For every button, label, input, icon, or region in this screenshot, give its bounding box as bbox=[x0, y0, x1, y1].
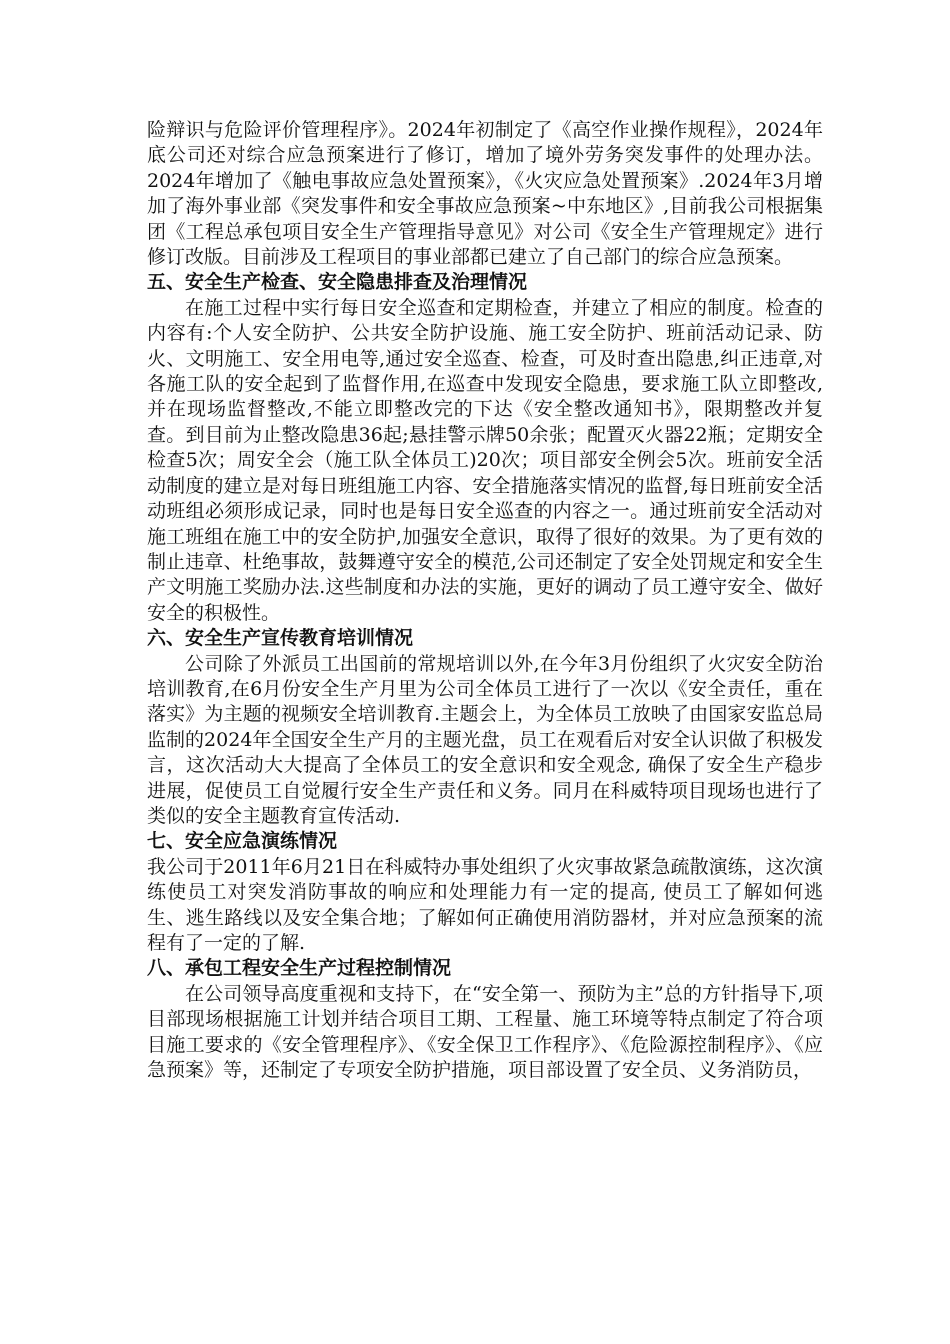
intro-paragraph: 险辩识与危险评价管理程序》。2024年初制定了《高空作业操作规程》，2024年底公司还对综合应急预案进行了修订，增加了境外劳务突发事件的处理办法。2024年增加了《触电事故应急处置预案》，《火灾应急处置预案》.2024年3月增加了海外事业部《突发事件和安全事故应急预案~中东地区》,目前我公司根据集团《工程总承包项目安全生产管理指导意见》对公司《安全生产管理规定》进行修订改版。目前涉及工程项目的事业部都已建立了自己部门的综合应急预案。 bbox=[147, 119, 823, 269]
document-page bbox=[147, 118, 823, 1083]
section-7-body: 我公司于2011年6月21日在科威特办事处组织了火灾事故紧急疏散演练，这次演练使员工对突发消防事故的响应和处理能力有一定的提高, 使员工了解如何逃生、逃生路线以及安全集合地；了解如何正确使用消防器材，并对应急预案的流程有了一定的了解. bbox=[147, 855, 823, 954]
section-6-heading: 六、安全生产宣传教育培训情况 bbox=[147, 627, 414, 650]
section-6-body: 公司除了外派员工出国前的常规培训以外,在今年3月份组织了火灾安全防治培训教育,在6月份安全生产月里为公司全体员工进行了一次以《安全责任，重在落实》为主题的视频安全培训教育.主题会上，为全体员工放映了由国家安监总局监制的2024年全国安全生产月的主题光盘，员工在观看后对安全认识做了积极发言，这次活动大大提高了全体员工的安全意识和安全观念, 确保了安全生产稳步进展，促使员工自觉履行安全生产责任和义务。同月在科威特项目现场也进行了类似的安全主题教育宣传活动. bbox=[147, 652, 823, 827]
section-8-heading: 八、承包工程安全生产过程控制情况 bbox=[147, 957, 452, 980]
section-5-body: 在施工过程中实行每日安全巡查和定期检查，并建立了相应的制度。检查的内容有:个人安全防护、公共安全防护设施、施工安全防护、班前活动记录、防火、文明施工、安全用电等,通过安全巡查、检查，可及时查出隐患,纠正违章,对各施工队的安全起到了监督作用,在巡查中发现安全隐患，要求施工队立即整改,并在现场监督整改,不能立即整改完的下达《安全整改通知书》，限期整改并复查。到目前为止整改隐患36起;悬挂警示牌50余张；配置灭火器22瓶；定期安全检查5次；周安全会（施工队全体员工)20次；项目部安全例会5次。班前安全活动制度的建立是对每日班组施工内容、安全措施落实情况的监督,每日班前安全活动班组必须形成记录，同时也是每日安全巡查的内容之一。通过班前安全活动对施工班组在施工中的安全防护,加强安全意识，取得了很好的效果。为了更有效的制止违章、杜绝事故，鼓舞遵守安全的模范,公司还制定了安全处罚规定和安全生产文明施工奖励办法.这些制度和办法的实施，更好的调动了员工遵守安全、做好安全的积极性。 bbox=[147, 296, 823, 624]
section-5-heading: 五、安全生产检查、安全隐患排查及治理情况 bbox=[147, 271, 528, 294]
section-8-body: 在公司领导高度重视和支持下，在“安全第一、预防为主”总的方针指导下,项目部现场根据施工计划并结合项目工期、工程量、施工环境等特点制定了符合项目施工要求的《安全管理程序》、《安全保卫工作程序》、《危险源控制程序》、《应急预案》等，还制定了专项安全防护措施，项目部设置了安全员、义务消防员， bbox=[147, 982, 823, 1082]
section-7-heading: 七、安全应急演练情况 bbox=[147, 830, 338, 853]
